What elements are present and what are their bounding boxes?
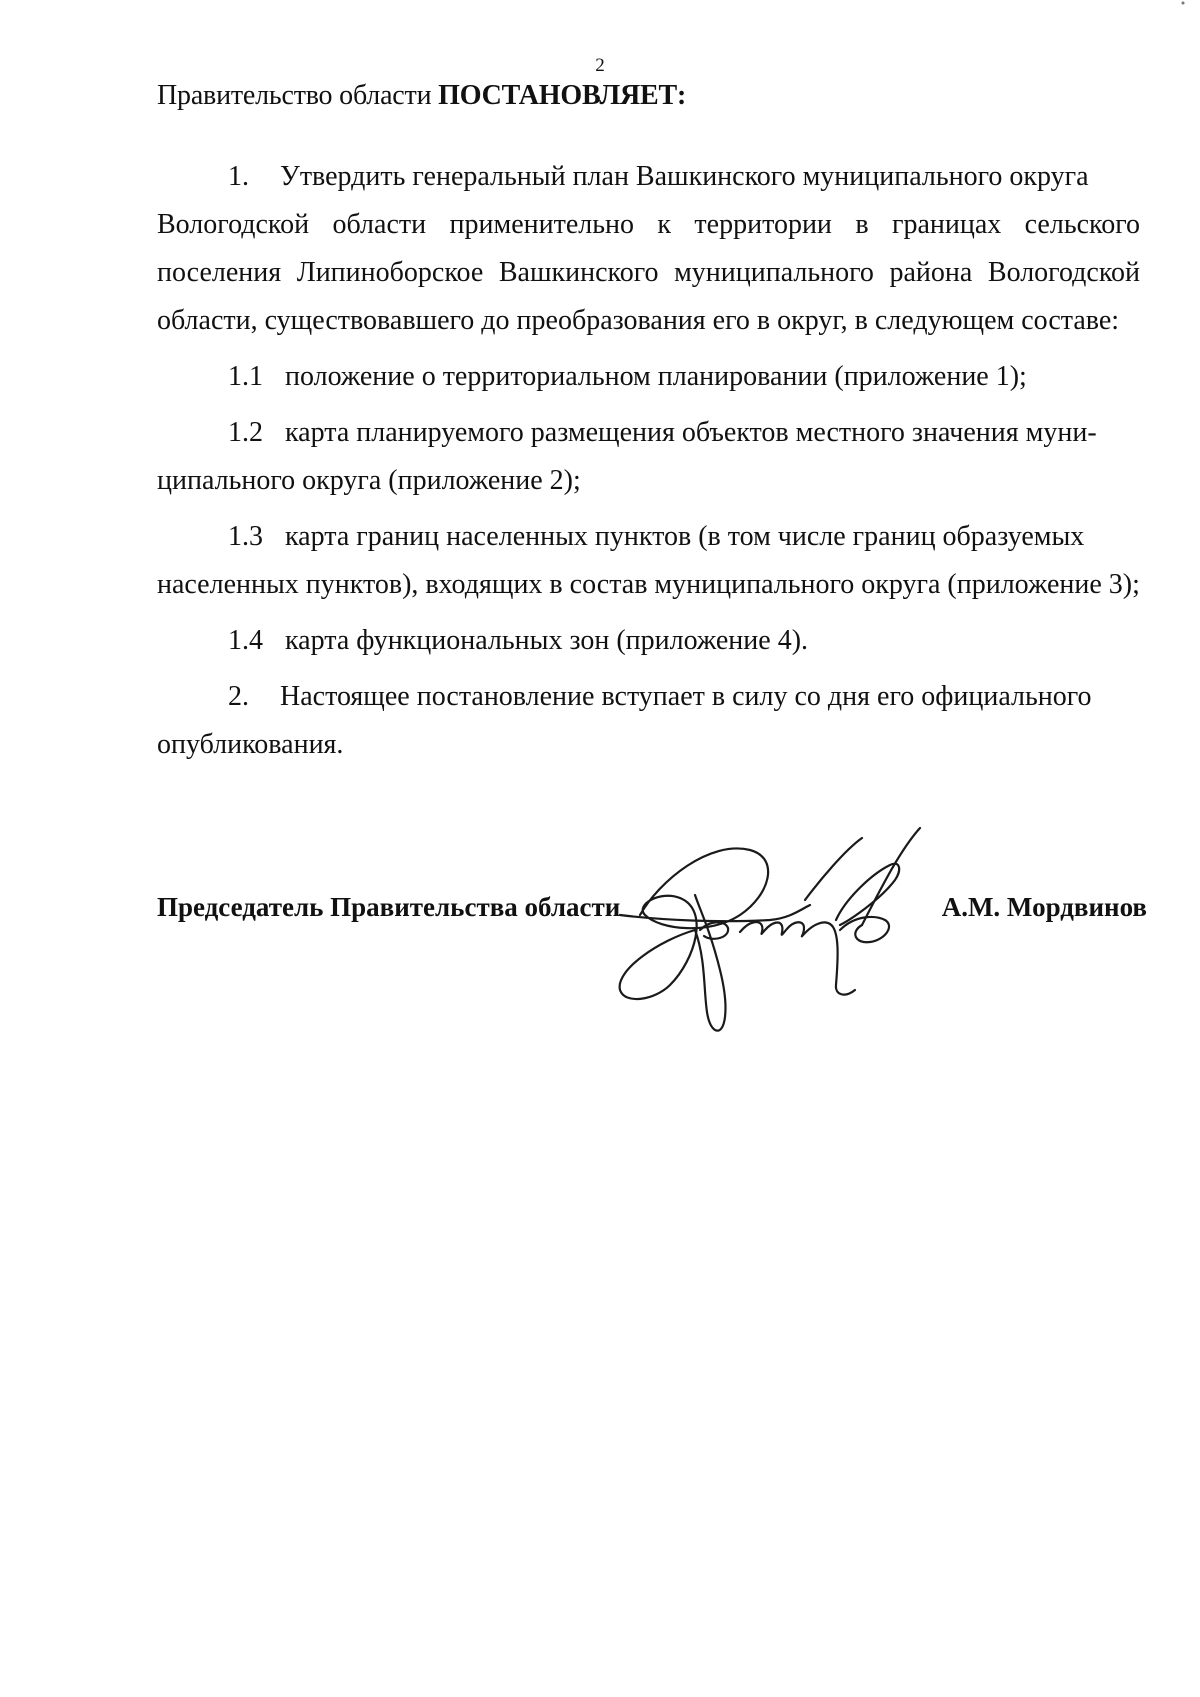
handwritten-signature: [600, 820, 940, 1040]
item-1-3-first-line: карта границ населенных пунктов (в том числе границ образуемых: [285, 521, 1085, 552]
paragraph-1-3: [228, 513, 1140, 561]
paragraph-1: [228, 153, 1140, 201]
item-2-first-line: Настоящее постановление вступает в силу со дня его официального: [280, 681, 1092, 712]
intro-emphasis: ПОСТАНОВЛЯЕТ:: [438, 80, 687, 111]
item-1-2-rest: ципального округа (приложение 2);: [157, 465, 581, 496]
document-body: [157, 153, 1140, 769]
item-1-4-text: карта функциональных зон (приложение 4).: [285, 625, 809, 656]
item-number-1-4: 1.4: [228, 625, 263, 656]
page-number: 2: [595, 55, 605, 76]
item-number-2: 2.: [228, 681, 249, 712]
paragraph-1-3-continued: [157, 561, 1140, 609]
item-1-3-rest: населенных пунктов), входящих в состав муниципального округа (приложение 3);: [157, 569, 1140, 600]
item-1-2-first-line: карта планируемого размещения объектов местного значения муни-: [285, 417, 1097, 448]
item-number-1-3: 1.3: [228, 521, 263, 552]
paragraph-1-continued: [157, 201, 1140, 345]
item-1-rest: Вологодской области применительно к территории в границах сельского поселения Липиноборское Вашкинского муниципального района Вологодской области, существовавшего до преобразования его в округ, в следующем составе:: [157, 209, 1140, 336]
item-number-1: 1.: [228, 161, 249, 192]
signatory-title: Председатель Правительства области: [157, 892, 621, 922]
paragraph-1-1: [228, 353, 1140, 401]
intro-text: Правительство области: [157, 80, 439, 111]
item-number-1-2: 1.2: [228, 417, 263, 448]
corner-mark: [1180, 0, 1186, 6]
item-1-1-text: положение о территориальном планировании (приложение 1);: [285, 361, 1027, 392]
item-number-1-1: 1.1: [228, 361, 263, 392]
paragraph-1-4: [228, 617, 1140, 665]
paragraph-2-continued: [157, 721, 1140, 769]
paragraph-2: [228, 673, 1140, 721]
signatory-name: А.М. Мордвинов: [941, 892, 1147, 922]
paragraph-1-2: [228, 409, 1140, 457]
paragraph-1-2-continued: [157, 457, 1140, 505]
intro-line: [157, 80, 686, 112]
item-1-first-line: Утвердить генеральный план Вашкинского муниципального округа: [280, 161, 1089, 192]
item-2-rest: опубликования.: [157, 729, 344, 760]
